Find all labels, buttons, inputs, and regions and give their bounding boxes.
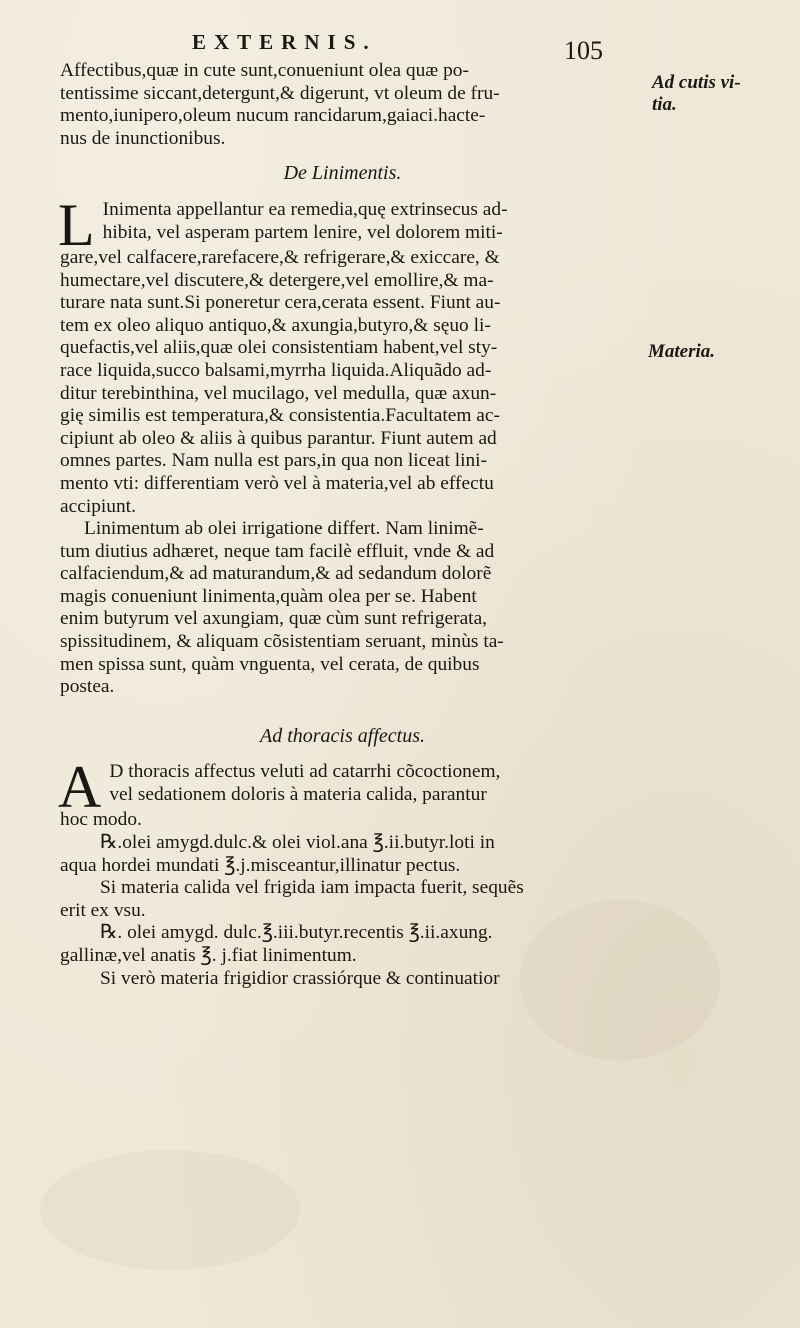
text-line: tum diutius adhæret, neque tam facilè effluit, vnde & ad (60, 540, 495, 562)
paragraph-thoracis (58, 754, 625, 832)
text-line: mento vti: differentiam verò vel à materia,vel ab effectu (60, 472, 494, 494)
text-line: mento,iunipero,oleum nucum rancidarum,gaiaci.hacte- (60, 105, 486, 127)
text-line: Si verò materia frigidior crassiórque & continuatior (100, 967, 500, 989)
text-line: Affectibus,quæ in cute sunt,conueniunt olea quæ po- (60, 60, 469, 81)
paragraph-inunctions (60, 60, 625, 150)
text-line: spissitudinem, & aliquam cõsistentiam seruant, minùs ta- (60, 631, 504, 653)
section-heading-linimentis: De Linimentis. (283, 162, 402, 185)
text-line: accipiunt. (60, 495, 136, 517)
text-line: Linimentum ab olei irrigatione differt. Nam linimẽ- (84, 518, 484, 540)
text-line: ℞.olei amygd.dulc.& olei viol.ana ℥.ii.butyr.loti in (100, 832, 495, 854)
text-line: Inimenta appellantur ea remedia,quę extrinsecus ad- (102, 198, 508, 220)
margin-note-line: Ad cutis vi- tia. (652, 72, 741, 115)
text-line: D thoracis affectus veluti ad catarrhi cõcoctionem, (109, 761, 501, 783)
paragraph-linimentum-differt (60, 518, 625, 699)
text-line: vel sedationem doloris à materia calida, parantur (109, 784, 487, 806)
section-heading-thoracis: Ad thoracis affectus. (260, 724, 425, 747)
text-line: Si materia calida vel frigida iam impacta fuerit, sequẽs (100, 877, 524, 899)
text-line: ℞. olei amygd. dulc.℥.iii.butyr.recentis ℥.ii.axung. (100, 922, 493, 944)
text-line: hoc modo. (60, 809, 142, 831)
running-head: EXTERNIS. (192, 30, 377, 54)
text-line: omnes partes. Nam nulla est pars,in qua non liceat lini- (60, 450, 488, 472)
text-line: nus de inunctionibus. (60, 127, 226, 149)
text-line: gallinæ,vel anatis ℥. j.fiat linimentum. (60, 945, 357, 966)
margin-note-cutis (652, 72, 792, 116)
recipe-1 (60, 832, 625, 877)
text-line: gię similis est temperatura,& consistentia.Facultatem ac- (60, 405, 500, 427)
page-header (0, 14, 800, 65)
main-text (60, 60, 625, 990)
text-line: cipiunt ab oleo & aliis à quibus parantur. Fiunt autem ad (60, 427, 497, 449)
text-line: humectare,vel discutere,& detergere,vel emollire,& ma- (60, 269, 494, 291)
text-line: ditur terebinthina, vel mucilago, vel medulla, quæ axun- (60, 382, 497, 404)
paragraph-si-materia (60, 877, 625, 922)
drop-cap-initial: L (58, 191, 95, 258)
text-line: quefactis,vel aliis,quæ olei consistentiam habent,vel sty- (60, 337, 498, 359)
recipe-2 (60, 922, 625, 967)
text-line: magis conueniunt linimenta,quàm olea per se. Habent (60, 585, 477, 607)
text-line: calfaciendum,& ad maturandum,& ad sedandum dolorẽ (60, 563, 492, 585)
page-number: 105 (564, 36, 603, 65)
text-line: turare nata sunt.Si poneretur cera,cerata essent. Fiunt au- (60, 292, 501, 314)
text-line: aqua hordei mundati ℥.j.misceantur,illinatur pectus. (60, 854, 461, 876)
text-line: erit ex vsu. (60, 899, 146, 921)
margin-note-materia (648, 341, 788, 363)
text-line: hibita, vel asperam partem lenire, vel dolorem miti- (102, 221, 503, 243)
text-line: enim butyrum vel axungiam, quæ cùm sunt refrigerata, (60, 608, 488, 630)
drop-cap-initial: A (58, 754, 102, 821)
text-line: gare,vel calfacere,rarefacere,& refrigerare,& exiccare, & (60, 246, 500, 268)
paragraph-linimenta (58, 191, 625, 518)
text-line: tem ex oleo aliquo antiquo,& axungia,butyro,& sęuo li- (60, 314, 491, 336)
text-line: tentissime siccant,detergunt,& digerunt, vt oleum de fru- (60, 82, 500, 104)
text-line: postea. (60, 676, 115, 698)
text-line: men spissa sunt, quàm vnguenta, vel cerata, de quibus (60, 653, 480, 675)
margin-note-line: Materia. (648, 341, 716, 362)
paragraph-si-vero (60, 968, 625, 991)
paper-stain (40, 1150, 300, 1270)
text-line: race liquida,succo balsami,myrrha liquida.Aliquãdo ad- (60, 359, 492, 381)
